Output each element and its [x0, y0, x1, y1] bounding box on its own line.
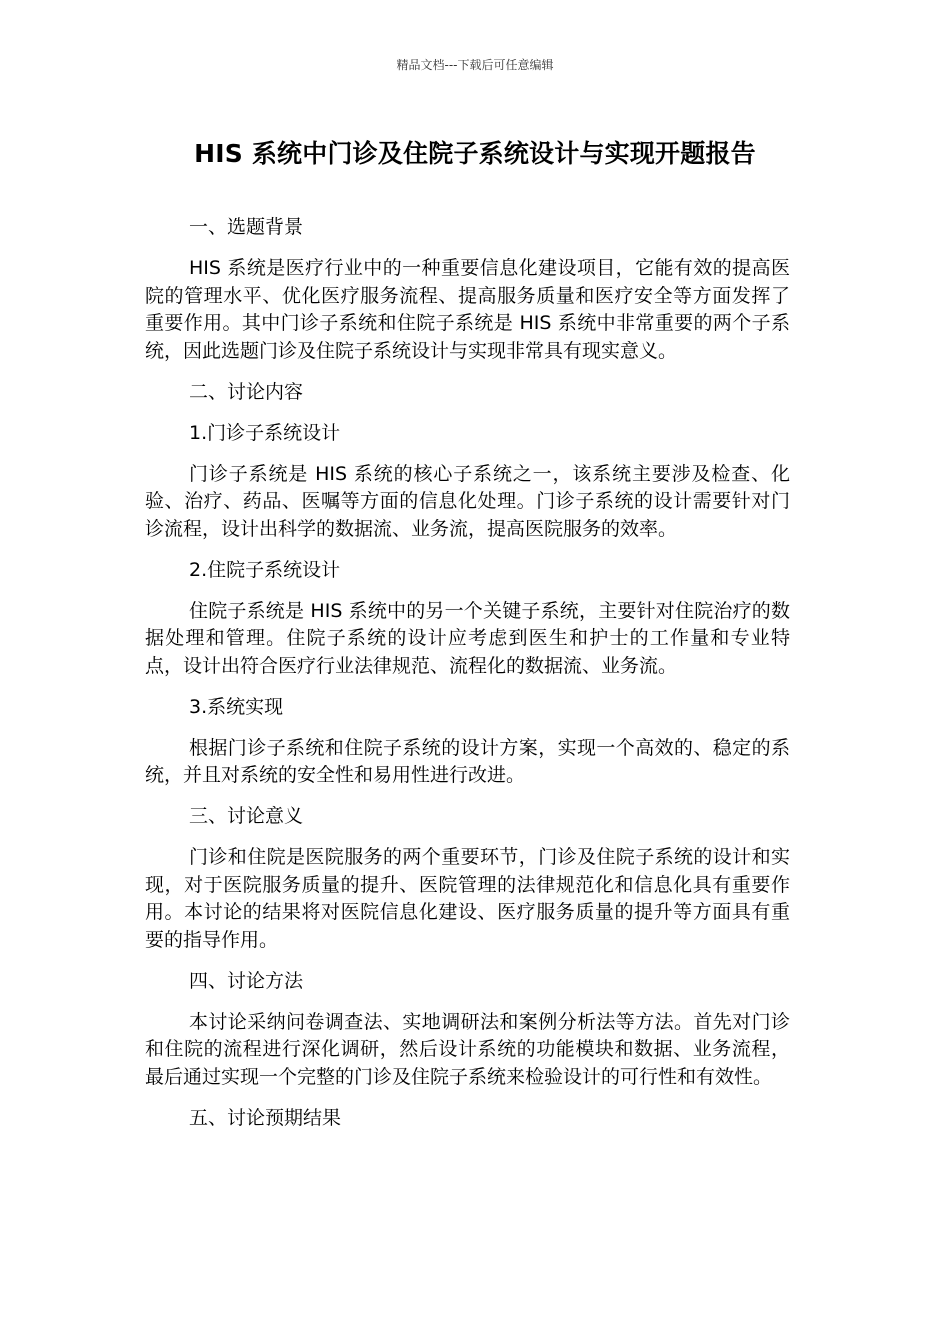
section-heading-methods: 四、讨论方法 [189, 969, 304, 992]
subheading-outpatient-design: 1.门诊子系统设计 [189, 421, 341, 444]
section-heading-expected-results: 五、讨论预期结果 [189, 1106, 342, 1129]
document-title: HIS 系统中门诊及住院子系统设计与实现开题报告 [194, 139, 756, 168]
paragraph-background: HIS 系统是医疗行业中的一种重要信息化建设项目，它能有效的提高医院的管理水平、优化医疗服务流程、提高服务质量和医疗安全等方面发挥了重要作用。其中门诊子系统和住院子系统是 HIS 系统中非常重要的两个子系统，因此选题门诊及住院子系统设计与实现非常具有现实意义。 [145, 257, 790, 362]
paragraph-methods: 本讨论采纳问卷调查法、实地调研法和案例分析法等方法。首先对门诊和住院的流程进行深化调研，然后设计系统的功能模块和数据、业务流程，最后通过实现一个完整的门诊及住院子系统来检验设计的可行性和有效性。 [145, 1010, 790, 1088]
section-heading-significance: 三、讨论意义 [189, 805, 304, 827]
paragraph-inpatient-design: 住院子系统是 HIS 系统中的另一个关键子系统，主要针对住院治疗的数据处理和管理。住院子系统的设计应考虑到医生和护士的工作量和专业特点，设计出符合医疗行业法律规范、流程化的数据流、业务流。 [145, 599, 790, 677]
subheading-inpatient-design: 2.住院子系统设计 [189, 558, 341, 581]
paragraph-significance: 门诊和住院是医院服务的两个重要环节，门诊及住院子系统的设计和实现，对于医院服务质量的提升、医院管理的法律规范化和信息化具有重要作用。本讨论的结果将对医院信息化建设、医疗服务质量的提升等方面具有重要的指导作用。 [145, 846, 790, 951]
page-header: 精品文档---下载后可任意编辑 [396, 58, 554, 72]
section-heading-content: 二、讨论内容 [189, 380, 304, 403]
section-heading-background: 一、选题背景 [189, 216, 304, 238]
paragraph-system-implementation: 根据门诊子系统和住院子系统的设计方案，实现一个高效的、稳定的系统，并且对系统的安全性和易用性进行改进。 [145, 736, 790, 786]
subheading-system-implementation: 3.系统实现 [189, 695, 284, 718]
document-body [145, 214, 790, 1146]
paragraph-outpatient-design: 门诊子系统是 HIS 系统的核心子系统之一，该系统主要涉及检查、化验、治疗、药品、医嘱等方面的信息化处理。门诊子系统的设计需要针对门诊流程，设计出科学的数据流、业务流，提高医院服务的效率。 [145, 462, 790, 540]
